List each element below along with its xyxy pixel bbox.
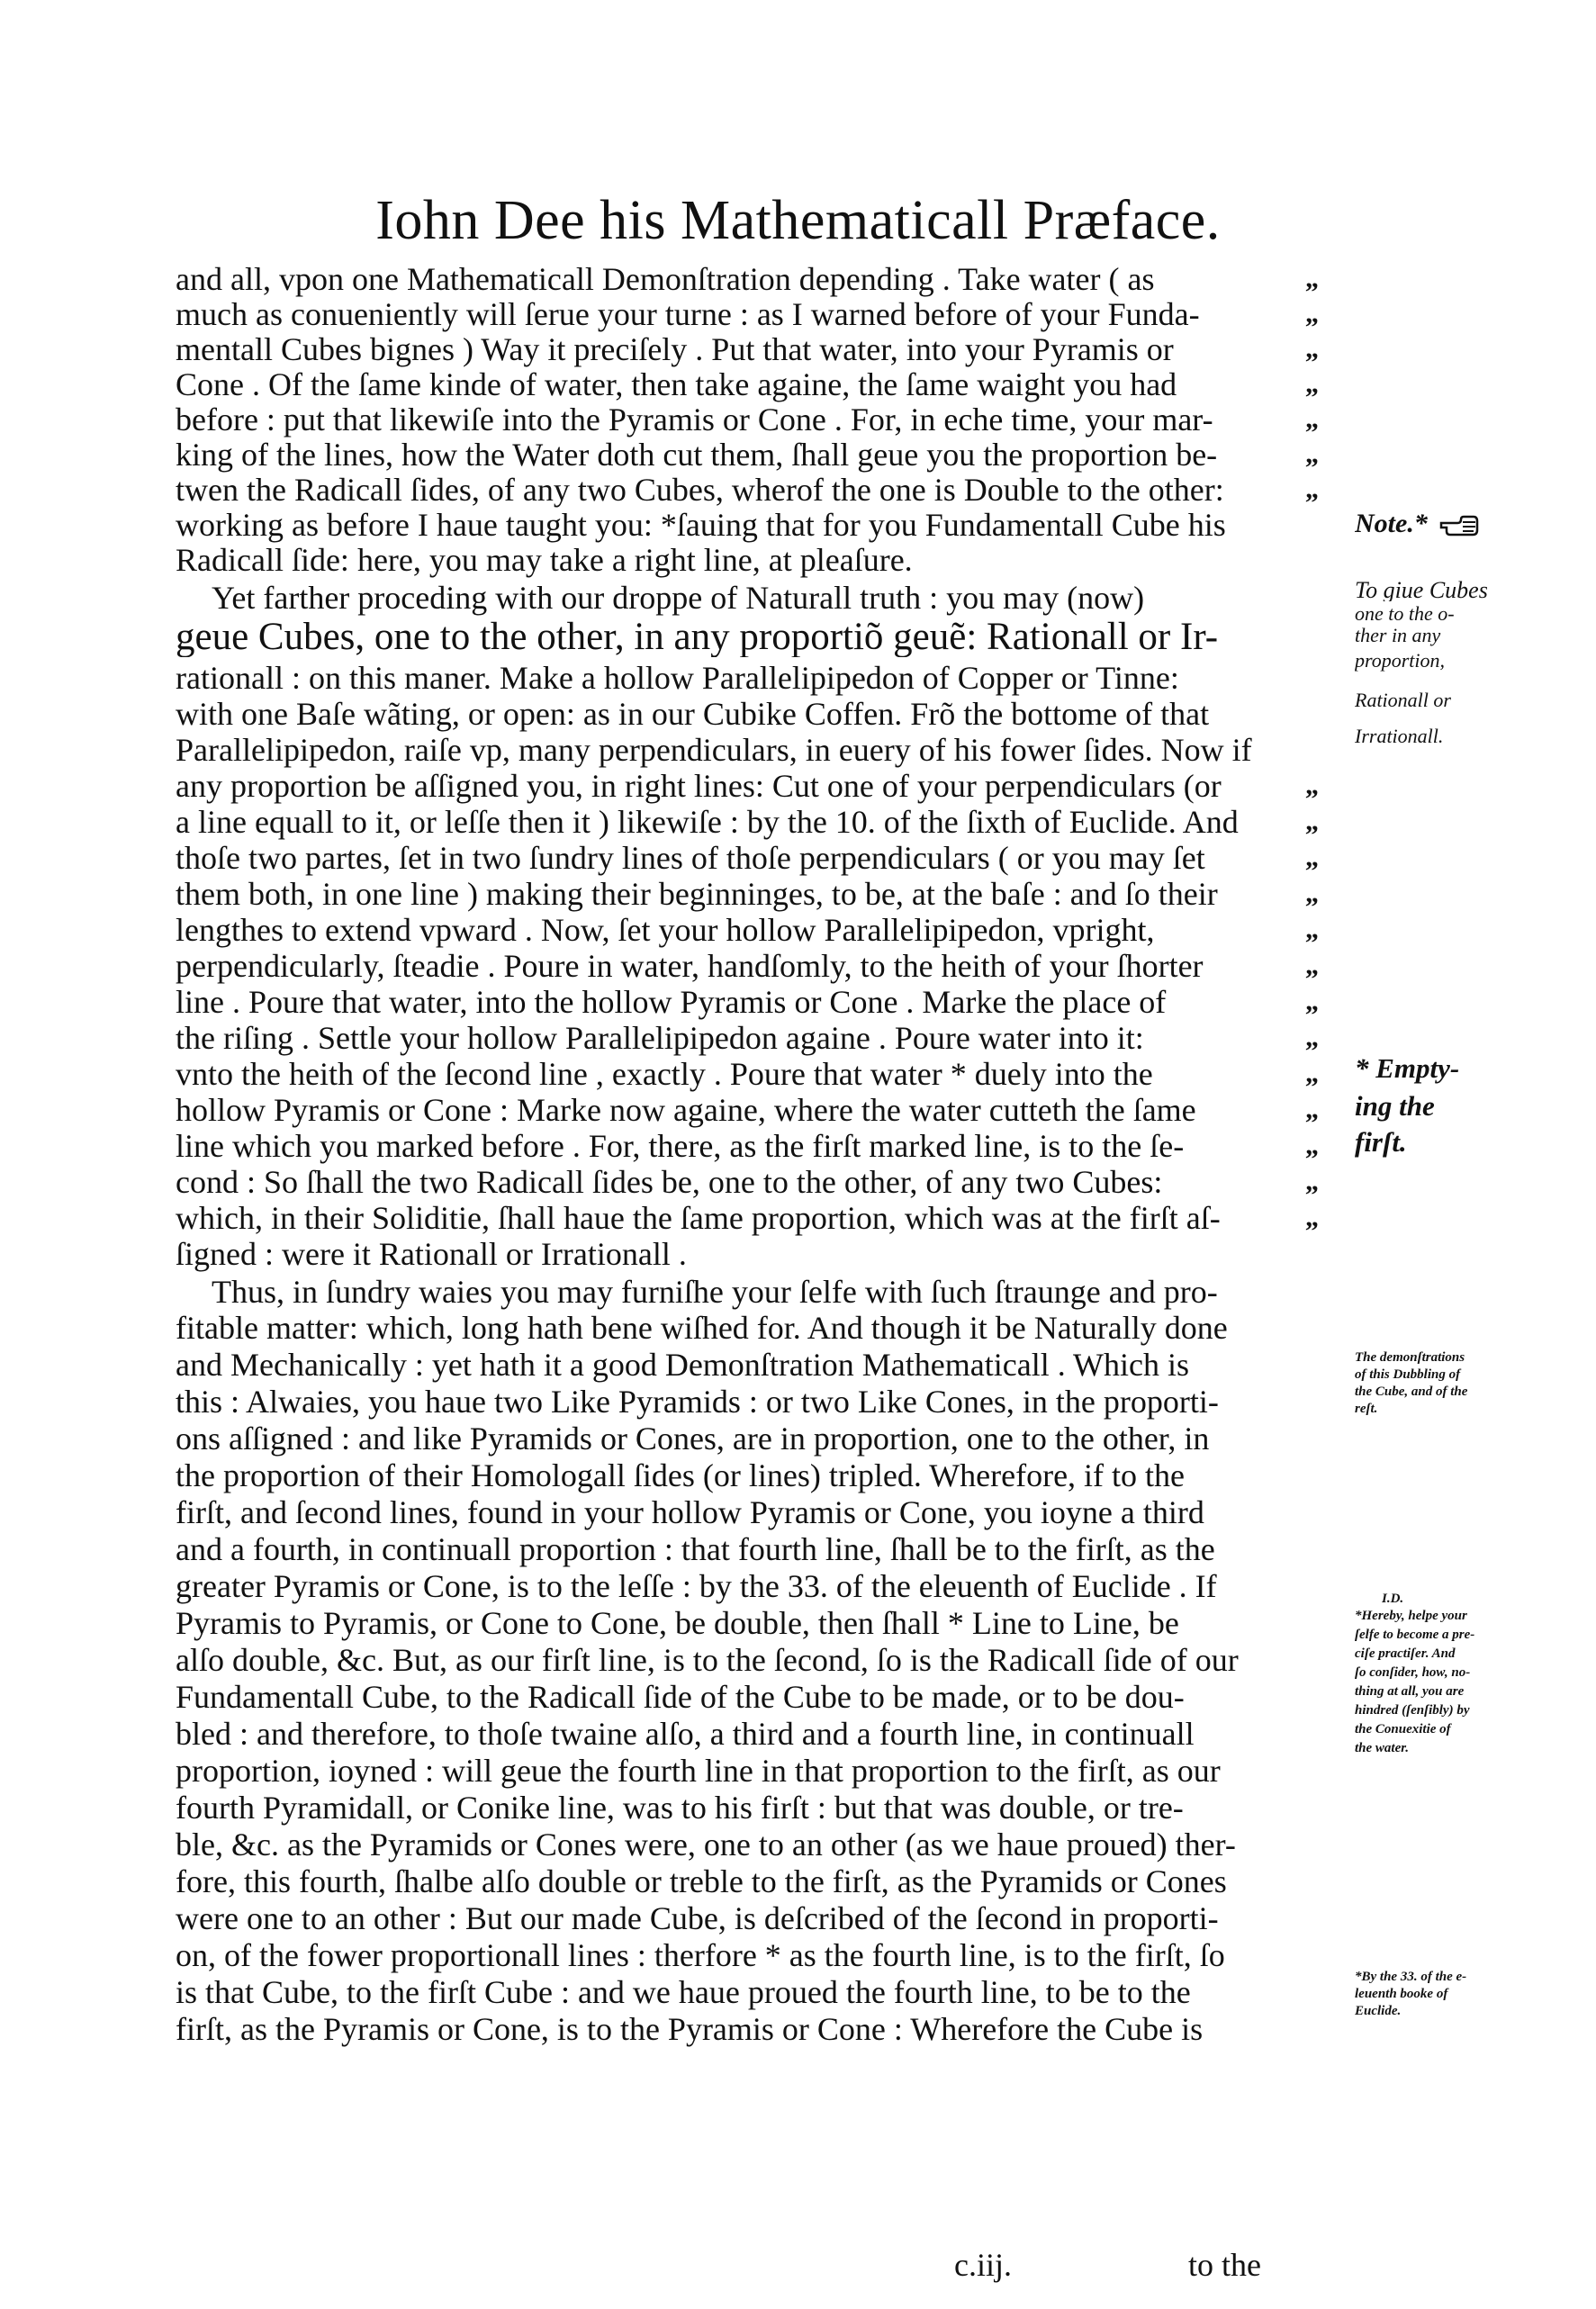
margin-note-cubes-line: Rationall or [1355,690,1451,711]
text-line: fourth Pyramidall, or Conike line, was to his firſt : but that was double, or tre- [176,1790,1184,1826]
margin-note-empty-line: ing the [1355,1091,1435,1122]
text-line: the proportion of their Homologall ſides (or lines) tripled. Wherefore, if to the [176,1457,1186,1493]
margin-note-jd-line: *Hereby, helpe your [1355,1609,1467,1623]
margin-note-jd-line: ciſe practiſer. And [1355,1646,1456,1661]
text-line: were one to an other : But our made Cube, is deſcribed of the ſecond in proporti- [176,1900,1219,1936]
quotation-mark: „ [1305,474,1319,504]
quotation-mark: „ [1305,334,1319,364]
text-line: fitable matter: which, long hath bene wiſhed for. And though it be Naturally done [176,1310,1228,1346]
margin-note-jd-line: the water. [1355,1741,1410,1755]
text-line: and Mechanically : yet hath it a good Demonſtration Mathematicall . Which is [176,1347,1190,1383]
quotation-mark: „ [1305,1023,1319,1052]
text-line: firſt, and ſecond lines, found in your hollow Pyramis or Cone, you ioyne a third [176,1494,1204,1530]
margin-note-jd-line: ſo conſider, how, no- [1355,1665,1471,1680]
quotation-mark: „ [1305,1059,1319,1088]
text-line: before : put that likewiſe into the Pyramis or Cone . For, in eche time, your mar- [176,401,1213,437]
quotation-mark: „ [1305,369,1319,399]
margin-note-euclid-line: leuenth booke of [1355,1987,1448,2001]
text-line: Pyramis to Pyramis, or Cone to Cone, be double, then ſhall * Line to Line, be [176,1605,1179,1641]
text-line: mentall Cubes bignes ) Way it preciſely . Put that water, into your Pyramis or [176,331,1174,367]
note-mark-text: Note.* [1355,509,1428,538]
text-line: and all, vpon one Mathematicall Demonſtration depending . Take water ( as [176,261,1155,297]
text-line: cond : So ſhall the two Radicall ſides be, one to the other, of any two Cubes: [176,1164,1163,1200]
text-line: rationall : on this maner. Make a hollow Parallelipipedon of Copper or Tinne: [176,660,1179,696]
text-line: Thus, in ſundry waies you may furniſhe your ſelfe with ſuch ſtraunge and pro- [212,1274,1218,1310]
margin-note-cubes-line: one to the o- [1355,603,1455,625]
text-line [176,2048,1292,2086]
text-line: ſigned : were it Rationall or Irrationall . [176,1236,687,1272]
quotation-mark: „ [1305,439,1319,469]
margin-note-empty-line: firſt. [1355,1127,1407,1158]
quotation-mark: „ [1305,807,1319,836]
quotation-mark: „ [1305,915,1319,944]
margin-note-cubes-line: To giue Cubes [1355,580,1488,601]
text-line: the riſing . Settle your hollow Parallelipipedon againe . Poure water into it: [176,1020,1144,1056]
text-line: geue Cubes, one to the other, in any proportiõ geuẽ: Rationall or Ir- [176,619,1219,657]
text-line: them both, in one line ) making their beginninges, to be, at the baſe : and ſo their [176,876,1218,912]
text-line: firſt, as the Pyramis or Cone, is to the Pyramis or Cone : Wherefore the Cube is [176,2011,1204,2047]
margin-note-euclid-line: *By the 33. of the e- [1355,1970,1467,1984]
text-line: Fundamentall Cube, to the Radicall ſide of the Cube to be made, or to be dou- [176,1679,1185,1715]
quotation-mark: „ [1305,771,1319,800]
margin-note-jd-line: the Conuexitie of [1355,1722,1451,1736]
page-header: Iohn Dee his Mathematicall Præface. [375,190,1221,251]
text-line: and a fourth, in continuall proportion : that fourth line, ſhall be to the firſt, as the [176,1531,1215,1567]
quotation-mark: „ [1305,1131,1319,1160]
text-line: this : Alwaies, you haue two Like Pyramids : or two Like Cones, in the proporti- [176,1384,1219,1420]
text-line: thoſe two partes, ſet in two ſundry lines of thoſe perpendiculars ( or you may ſet [176,840,1205,876]
text-line: perpendicularly, ſteadie . Poure in water, handſomly, to the heith of your ſhorter [176,948,1204,984]
text-line: a line equall to it, or leſſe then it ) likewiſe : by the 10. of the ſixth of Euclide. And [176,804,1239,840]
margin-note-cubes-line: Irrationall. [1355,726,1444,747]
margin-note-demonstration-line: of this Dubbling of [1355,1367,1461,1382]
text-line: ons aſſigned : and like Pyramids or Cones, are in proportion, one to the other, in [176,1421,1210,1457]
text-line: king of the lines, how the Water doth cut them, ſhall geue you the proportion be- [176,437,1218,473]
text-line: Yet farther proceding with our droppe of Naturall truth : you may (now) [212,580,1145,616]
margin-note-jd-line: thing at all, you are [1355,1684,1465,1699]
margin-note-euclid-line: Euclide. [1355,2004,1402,2018]
text-line: lengthes to extend vpward . Now, ſet your hollow Parallelipipedon, vpright, [176,912,1155,948]
text-line: Cone . Of the ſame kinde of water, then take againe, the ſame waight you had [176,366,1177,402]
signature-mark: c.iij. [954,2247,1012,2283]
text-line: which, in their Soliditie, ſhall haue the ſame proportion, which was at the firſt aſ- [176,1200,1221,1236]
text-line: with one Baſe wãting, or open: as in our Cubike Coffen. Frõ the bottome of that [176,696,1210,732]
text-line: line . Poure that water, into the hollow Pyramis or Cone . Marke the place of [176,984,1167,1020]
text-line: working as before I haue taught you: *ſauing that for you Fundamentall Cube his [176,507,1226,543]
quotation-mark: „ [1305,951,1319,980]
pointing-hand-icon [1439,514,1479,537]
text-line: on, of the fower proportionall lines : therfore * as the fourth line, is to the firſt, ſo [176,1937,1225,1973]
quotation-mark: „ [1305,1167,1319,1196]
text-line: much as conueniently will ſerue your turne : as I warned before of your Funda- [176,296,1200,332]
margin-note-cubes-line: ther in any [1355,625,1441,646]
margin-note-jd-line: ſelfe to become a pre- [1355,1628,1475,1642]
quotation-mark: „ [1305,1095,1319,1124]
margin-note-demonstration-line: The demonſtrations [1355,1350,1465,1365]
quotation-mark: „ [1305,987,1319,1016]
text-line: proportion, ioyned : will geue the fourth line in that proportion to the firſt, as our [176,1753,1221,1789]
margin-note-demonstration-line: the Cube, and of the [1355,1384,1468,1399]
quotation-mark: „ [1305,299,1319,329]
catchword: to the [1188,2247,1261,2283]
text-line: twen the Radicall ſides, of any two Cubes, wherof the one is Double to the other: [176,472,1224,508]
quotation-mark: „ [1305,264,1319,293]
quotation-mark: „ [1305,1203,1319,1232]
quotation-mark: „ [1305,879,1319,908]
quotation-mark: „ [1305,843,1319,872]
text-line: is that Cube, to the firſt Cube : and we haue proued the fourth line, to be to the [176,1974,1191,2010]
quotation-mark: „ [1305,404,1319,434]
text-line: vnto the heith of the ſecond line , exactly . Poure that water * duely into the [176,1056,1153,1092]
text-line: hollow Pyramis or Cone : Marke now againe, where the water cutteth the ſame [176,1092,1196,1128]
text-line: ble, &c. as the Pyramids or Cones were, one to an other (as we haue proued) ther- [176,1826,1236,1863]
text-line: greater Pyramis or Cone, is to the leſſe : by the 33. of the eleuenth of Euclide . If [176,1568,1217,1604]
margin-note-jd-line: hindred (ſenſibly) by [1355,1703,1470,1718]
margin-note-cubes-line: proportion, [1355,650,1446,672]
text-line: Parallelipipedon, raiſe vp, many perpendiculars, in euery of his fower ſides. Now if [176,732,1252,768]
text-line: any proportion be aſſigned you, in right lines: Cut one of your perpendiculars (or [176,768,1222,804]
text-line: line which you marked before . For, there, as the firſt marked line, is to the ſe- [176,1128,1185,1164]
margin-note-empty-line: * Empty- [1355,1053,1460,1084]
text-line: bled : and therefore, to thoſe twaine alſo, a third and a fourth line, in continuall [176,1716,1195,1752]
margin-note-demonstration-line: reſt. [1355,1402,1378,1416]
text-line: fore, this fourth, ſhalbe alſo double or treble to the firſt, as the Pyramids or Cones [176,1863,1227,1899]
text-line: alſo double, &c. But, as our firſt line, is to the ſecond, ſo is the Radicall ſide of our [176,1642,1239,1678]
text-line: Radicall ſide: here, you may take a right line, at pleaſure. [176,542,913,578]
margin-note-jd-line: I.D. [1382,1592,1404,1606]
margin-note-mark [1355,509,1584,539]
